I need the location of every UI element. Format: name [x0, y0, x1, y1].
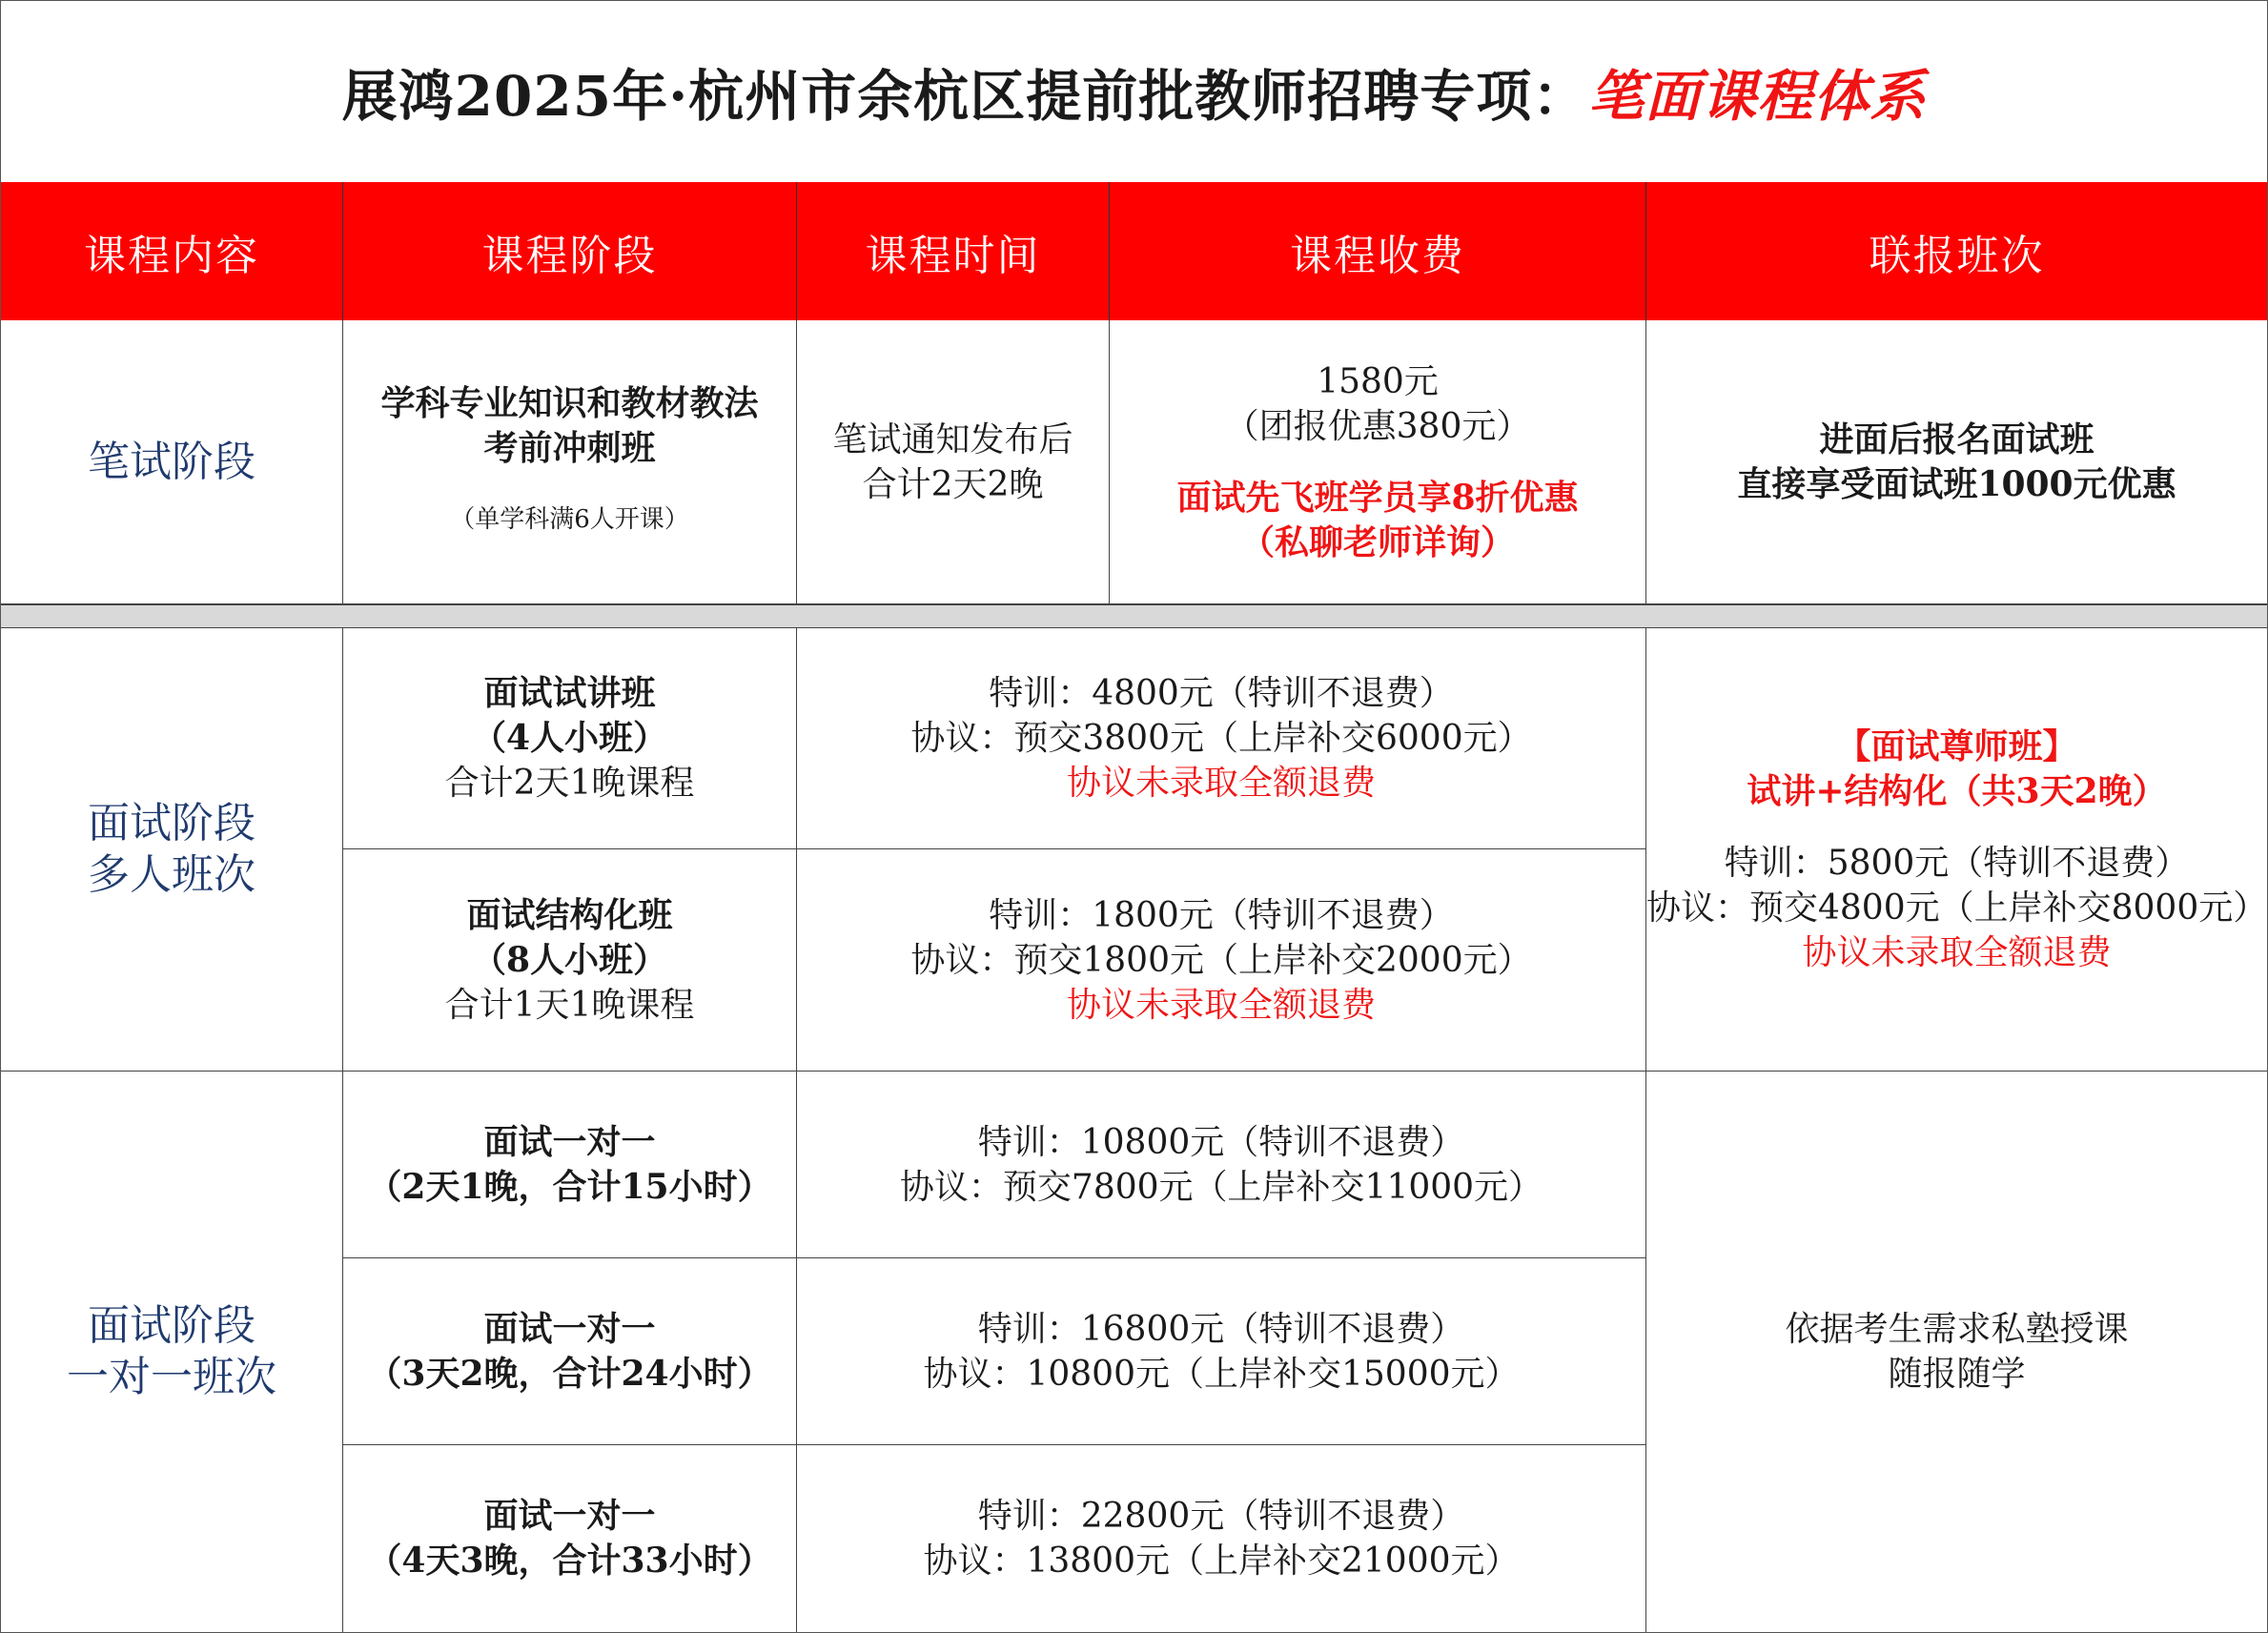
combo-one-on-one [1646, 1072, 2267, 1632]
combo-written-line2: 直接享受面试班1000元优惠 [1737, 463, 2176, 504]
combo-written-line1: 进面后报名面试班 [1819, 418, 2094, 459]
course-written [343, 320, 797, 604]
stage-written-label: 笔试阶段 [88, 437, 255, 486]
header-fee: 课程收费 [1110, 182, 1646, 320]
header-combo: 联报班次 [1646, 182, 2267, 320]
stage-one-on-one-line2: 一对一班次 [67, 1353, 276, 1401]
stage-group [1, 628, 343, 1072]
course-one-3 [343, 1445, 797, 1632]
combo-group-red3: 协议未录取全额退费 [1802, 932, 2112, 972]
course-written-note: （单学科满6人开课） [450, 505, 689, 534]
combo-one-line1: 依据考生需求私塾授课 [1785, 1310, 2129, 1349]
combo-group-red1: 【面试尊师班】 [1836, 725, 2077, 766]
fee-written [1110, 320, 1646, 604]
fee-group-2-line1: 特训：1800元（特训不退费） [989, 895, 1454, 935]
course-group-2-name: 面试结构化班 [466, 894, 673, 935]
course-group-2-size: （8人小班） [471, 939, 668, 980]
fee-one-3-line1: 特训：22800元（特训不退费） [977, 1497, 1465, 1536]
fee-group-1-line2: 协议：预交3800元（上岸补交6000元） [910, 719, 1532, 758]
stage-one-on-one-line1: 面试阶段 [88, 1301, 255, 1350]
header-time: 课程时间 [797, 182, 1110, 320]
course-group-1-name: 面试试讲班 [483, 673, 656, 713]
course-written-line1: 学科专业知识和教材教法 [380, 383, 759, 423]
combo-written [1646, 320, 2267, 604]
course-group-1 [343, 628, 797, 849]
title-main: 展鸿2025年·杭州市余杭区提前批教师招聘专项： [341, 64, 1589, 129]
fee-group-2-red: 协议未录取全额退费 [1066, 985, 1376, 1025]
header-content: 课程内容 [1, 182, 343, 320]
fee-one-1 [797, 1072, 1646, 1258]
fee-one-1-line1: 特训：10800元（特训不退费） [977, 1122, 1465, 1162]
combo-group-fee1: 特训：5800元（特训不退费） [1724, 843, 2190, 883]
fee-group-1 [797, 628, 1646, 849]
course-group-2-duration: 合计1天1晚课程 [444, 985, 695, 1025]
course-one-1-name: 面试一对一 [483, 1121, 656, 1162]
course-group-2 [343, 849, 797, 1072]
fee-group-1-red: 协议未录取全额退费 [1066, 764, 1376, 803]
header-stage: 课程阶段 [343, 182, 797, 320]
course-one-1-duration: （2天1晚，合计15小时） [367, 1166, 772, 1207]
combo-one-line2: 随报随学 [1888, 1355, 2026, 1394]
time-written [797, 320, 1110, 604]
combo-group-fee2: 协议：预交4800元（上岸补交8000元） [1646, 888, 2268, 928]
fee-one-3 [797, 1445, 1646, 1632]
course-group-1-duration: 合计2天1晚课程 [444, 764, 695, 803]
title-accent: 笔面课程体系 [1588, 64, 1927, 129]
combo-group [1646, 628, 2267, 1072]
course-one-2-duration: （3天2晚，合计24小时） [367, 1353, 772, 1394]
fee-group-1-line1: 特训：4800元（特训不退费） [989, 674, 1454, 713]
fee-group-2 [797, 849, 1646, 1072]
time-written-line2: 合计2天2晚 [862, 464, 1044, 504]
fee-written-line2: （团报优惠380元） [1224, 406, 1531, 446]
fee-one-3-line2: 协议：13800元（上岸补交21000元） [923, 1541, 1520, 1581]
course-one-1 [343, 1072, 797, 1258]
fee-one-2-line1: 特训：16800元（特训不退费） [977, 1309, 1465, 1349]
fee-written-line1: 1580元 [1317, 361, 1439, 401]
course-group-1-size: （4人小班） [471, 718, 668, 758]
page-title [1, 1, 2267, 183]
fee-written-red1: 面试先飞班学员享8折优惠 [1176, 477, 1579, 518]
course-written-line2: 考前冲刺班 [483, 428, 656, 468]
stage-group-line1: 面试阶段 [88, 799, 255, 847]
fee-one-2 [797, 1258, 1646, 1445]
fee-group-2-line2: 协议：预交1800元（上岸补交2000元） [910, 940, 1532, 980]
fee-written-red2: （私聊老师详询） [1239, 521, 1515, 562]
course-one-2 [343, 1258, 797, 1445]
course-one-3-name: 面试一对一 [483, 1496, 656, 1536]
stage-one-on-one [1, 1072, 343, 1632]
section-divider [1, 604, 2267, 628]
course-one-2-name: 面试一对一 [483, 1308, 656, 1349]
stage-group-line2: 多人班次 [88, 850, 255, 899]
combo-group-red2: 试讲+结构化（共3天2晚） [1747, 770, 2167, 811]
time-written-line1: 笔试通知发布后 [832, 419, 1073, 459]
course-one-3-duration: （4天3晚，合计33小时） [367, 1541, 772, 1581]
stage-written [1, 320, 343, 604]
fee-one-2-line2: 协议：10800元（上岸补交15000元） [923, 1354, 1520, 1394]
fee-one-1-line2: 协议：预交7800元（上岸补交11000元） [899, 1167, 1543, 1207]
